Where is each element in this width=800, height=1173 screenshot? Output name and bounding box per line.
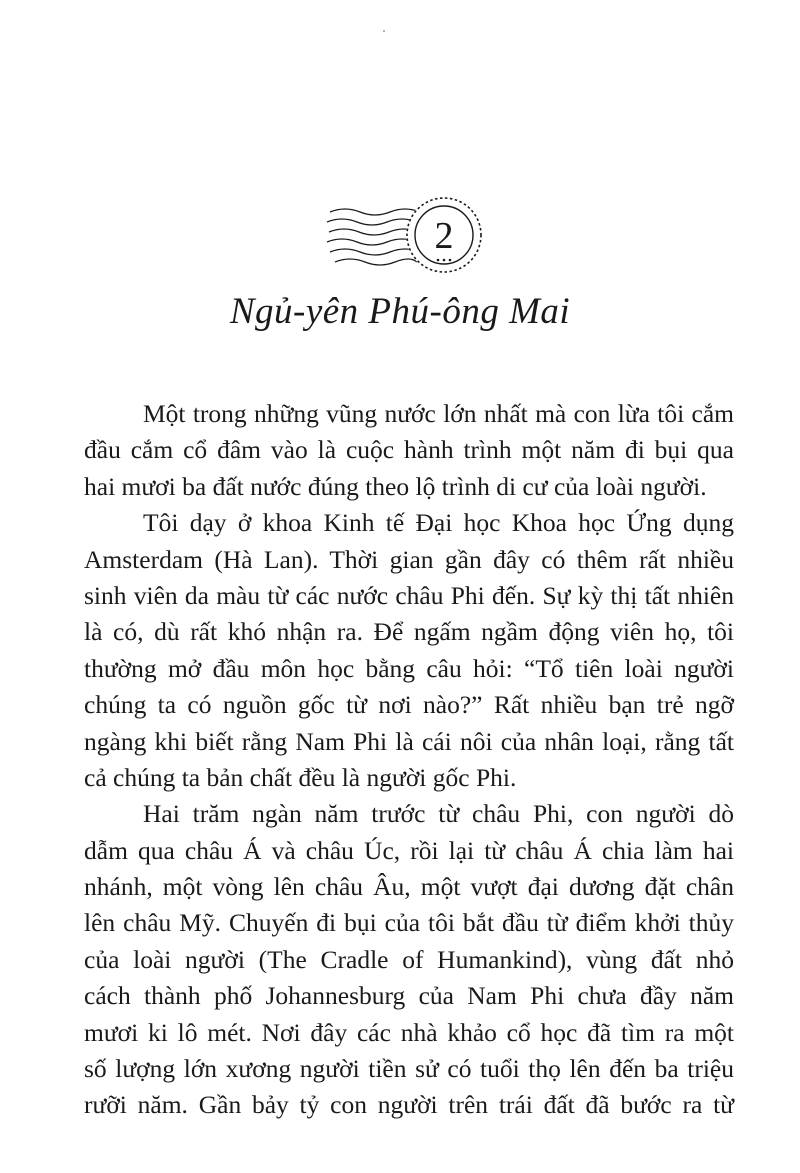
- text-line: ngàng khi biết rằng Nam Phi là cái nôi của nhân loại, rằng tất: [84, 726, 734, 756]
- text-line: số lượng lớn xương người tiền sử có tuổi thọ lên đến ba triệu: [84, 1054, 734, 1084]
- text-line: chúng ta có nguồn gốc từ nơi nào?” Rất nhiều bạn trẻ ngỡ: [84, 690, 734, 720]
- postmark-stamp-icon: [325, 190, 495, 280]
- text-line: hai mươi ba đất nước đúng theo lộ trình di cư của loài người.: [84, 471, 707, 501]
- body-text: [84, 396, 734, 1124]
- text-line: mươi ki lô mét. Nơi đây các nhà khảo cổ học đã tìm ra một: [84, 1017, 734, 1047]
- chapter-number: 2: [434, 215, 454, 257]
- text-line: Tôi dạy ở khoa Kinh tế Đại học Khoa học Ứng dụng: [143, 508, 734, 538]
- text-line: thường mở đầu môn học bằng câu hỏi: “Tổ tiên loài người: [84, 653, 734, 683]
- text-line: nhánh, một vòng lên châu Âu, một vượt đại dương đặt chân: [84, 872, 734, 902]
- text-line: Một trong những vũng nước lớn nhất mà con lừa tôi cắm: [143, 399, 734, 428]
- text-line: dẫm qua châu Á và châu Úc, rồi lại từ châu Á chia làm hai: [84, 835, 734, 865]
- page-speck: [383, 30, 385, 32]
- text-line: Amsterdam (Hà Lan). Thời gian gần đây có thêm rất nhiều: [84, 544, 734, 574]
- text-line: Hai trăm ngàn năm trước từ châu Phi, con người dò: [143, 799, 734, 829]
- text-line: rưỡi năm. Gần bảy tỷ con người trên trái đất đã bước ra từ: [84, 1090, 734, 1120]
- text-line: là có, dù rất khó nhận ra. Để ngấm ngầm động viên họ, tôi: [84, 617, 734, 647]
- chapter-title: Ngủ-yên Phú-ông Mai: [229, 291, 571, 332]
- text-line: của loài người (The Cradle of Humankind), vùng đất nhỏ: [84, 944, 734, 974]
- text-line: lên châu Mỹ. Chuyến đi bụi của tôi bắt đầu từ điểm khởi thủy: [84, 908, 734, 938]
- text-line: đầu cắm cổ đâm vào là cuộc hành trình một năm đi bụi qua: [84, 435, 734, 465]
- text-line: sinh viên da màu từ các nước châu Phi đến. Sự kỳ thị tất nhiên: [84, 580, 734, 610]
- text-line: cách thành phố Johannesburg của Nam Phi chưa đầy năm: [84, 981, 734, 1011]
- text-line: cả chúng ta bản chất đều là người gốc Phi.: [84, 762, 517, 792]
